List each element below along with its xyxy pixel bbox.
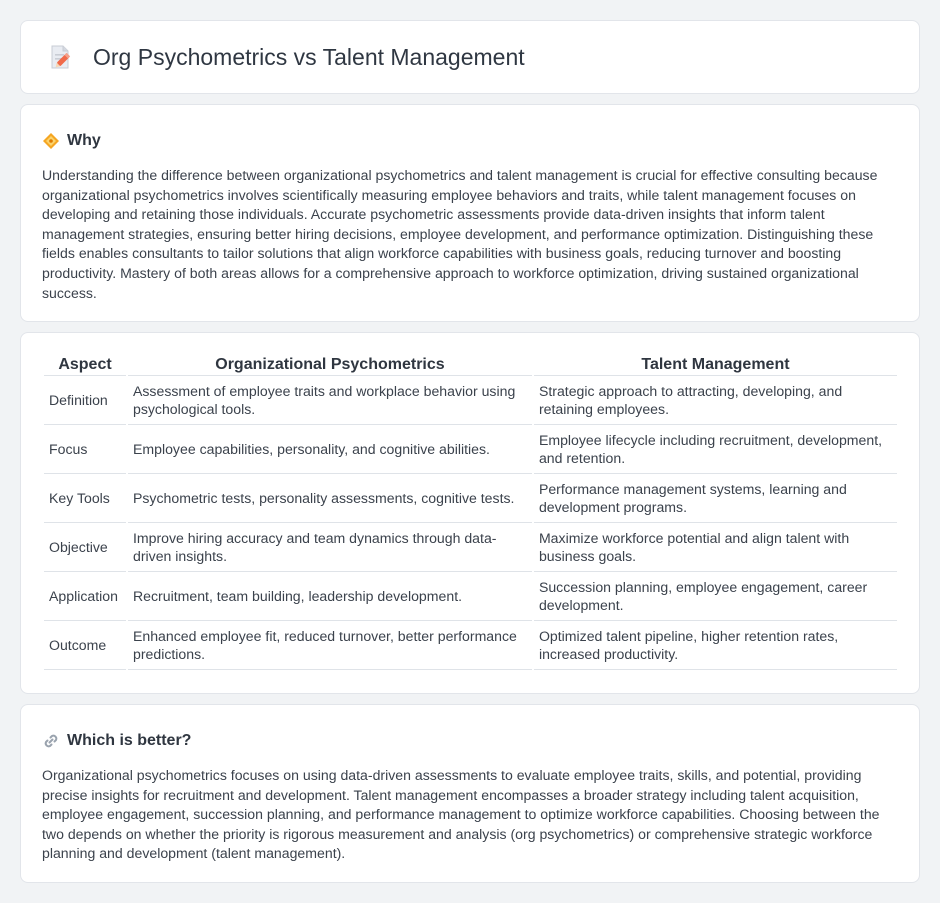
psychometrics-cell: Enhanced employee fit, reduced turnover, better performance predictions. bbox=[128, 621, 532, 670]
diamond-icon bbox=[42, 132, 60, 150]
psychometrics-cell: Employee capabilities, personality, and cognitive abilities. bbox=[128, 425, 532, 474]
table-header-row bbox=[44, 354, 897, 376]
talent-management-cell: Optimized talent pipeline, higher retention rates, increased productivity. bbox=[534, 621, 897, 670]
why-section bbox=[20, 104, 920, 322]
aspect-cell: Outcome bbox=[44, 621, 126, 670]
talent-management-cell: Strategic approach to attracting, developing, and retaining employees. bbox=[534, 376, 897, 425]
aspect-cell: Definition bbox=[44, 376, 126, 425]
aspect-cell: Application bbox=[44, 572, 126, 621]
psychometrics-cell: Psychometric tests, personality assessments, cognitive tests. bbox=[128, 474, 532, 523]
table-row bbox=[44, 425, 897, 474]
table-row bbox=[44, 474, 897, 523]
column-header: Organizational Psychometrics bbox=[128, 354, 532, 376]
talent-management-cell: Maximize workforce potential and align talent with business goals. bbox=[534, 523, 897, 572]
page-title: Org Psychometrics vs Talent Management bbox=[93, 43, 525, 70]
aspect-cell: Objective bbox=[44, 523, 126, 572]
document-pencil-icon bbox=[47, 44, 73, 70]
table-row bbox=[44, 376, 897, 425]
aspect-cell: Key Tools bbox=[44, 474, 126, 523]
psychometrics-cell: Improve hiring accuracy and team dynamics through data-driven insights. bbox=[128, 523, 532, 572]
which-is-better-text: Organizational psychometrics focuses on using data-driven assessments to evaluate employee traits, skills, and potential, providing precise insights for recruitment and development. Talent management encompasses a broader strategy including talent acquisition, employee engagement, succession planning, and performance management to optimize workforce capabilities. Choosing between the two depends on whether the priority is rigorous measurement and analysis (org psychometrics) or comprehensive strategic workforce planning and development (talent management). bbox=[42, 767, 880, 862]
why-title: Why bbox=[67, 132, 101, 149]
comparison-table bbox=[42, 354, 899, 670]
table-row bbox=[44, 572, 897, 621]
talent-management-cell: Succession planning, employee engagement, career development. bbox=[534, 572, 897, 621]
which-is-better-section bbox=[20, 704, 920, 883]
column-header: Aspect bbox=[44, 354, 126, 376]
talent-management-cell: Employee lifecycle including recruitment, development, and retention. bbox=[534, 425, 897, 474]
talent-management-cell: Performance management systems, learning and development programs. bbox=[534, 474, 897, 523]
link-icon bbox=[42, 732, 60, 750]
why-text: Understanding the difference between organizational psychometrics and talent management is crucial for effective consulting because organizational psychometrics involves scientifically measuring employee behaviors and traits, while talent management focuses on developing and retaining those individuals. Accurate psychometric assessments provide data-driven insights that inform talent management strategies, ensuring better hiring decisions, employee development, and performance optimization. Distinguishing these fields enables consultants to tailor solutions that align workforce capabilities with business goals, reducing turnover and boosting productivity. Mastery of both areas allows for a comprehensive approach to workforce optimization, driving sustained organizational success. bbox=[42, 167, 878, 301]
aspect-cell: Focus bbox=[44, 425, 126, 474]
column-header: Talent Management bbox=[534, 354, 897, 376]
table-row bbox=[44, 621, 897, 670]
title-card bbox=[20, 20, 920, 94]
table-row bbox=[44, 523, 897, 572]
comparison-section bbox=[20, 332, 920, 694]
psychometrics-cell: Recruitment, team building, leadership development. bbox=[128, 572, 532, 621]
which-is-better-title: Which is better? bbox=[67, 732, 192, 749]
psychometrics-cell: Assessment of employee traits and workplace behavior using psychological tools. bbox=[128, 376, 532, 425]
